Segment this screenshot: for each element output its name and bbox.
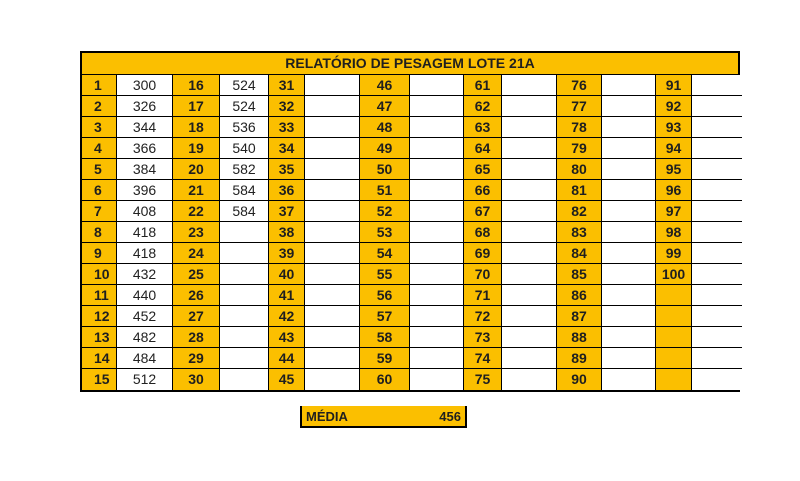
weight-value: 366 xyxy=(117,138,173,159)
item-number: 15 xyxy=(82,369,117,390)
weight-value xyxy=(602,75,656,96)
item-number: 75 xyxy=(464,369,502,390)
item-number: 25 xyxy=(173,264,220,285)
item-number: 6 xyxy=(82,180,117,201)
weight-value xyxy=(602,159,656,180)
item-number: 93 xyxy=(656,117,692,138)
item-number: 32 xyxy=(269,96,305,117)
report-title: RELATÓRIO DE PESAGEM LOTE 21A xyxy=(82,53,738,75)
item-number: 19 xyxy=(173,138,220,159)
weight-value: 408 xyxy=(117,201,173,222)
item-number: 56 xyxy=(360,285,410,306)
weight-value xyxy=(220,369,269,390)
weight-value xyxy=(410,285,464,306)
weight-value xyxy=(305,264,360,285)
item-number: 97 xyxy=(656,201,692,222)
item-number: 10 xyxy=(82,264,117,285)
item-number: 48 xyxy=(360,117,410,138)
item-number: 1 xyxy=(82,75,117,96)
item-number: 5 xyxy=(82,159,117,180)
weight-value xyxy=(220,264,269,285)
weight-value xyxy=(692,369,742,390)
weight-value xyxy=(220,306,269,327)
item-number xyxy=(656,285,692,306)
weight-value xyxy=(602,201,656,222)
item-number: 23 xyxy=(173,222,220,243)
item-number: 71 xyxy=(464,285,502,306)
item-number: 89 xyxy=(557,348,602,369)
weight-value xyxy=(410,159,464,180)
weight-value: 524 xyxy=(220,75,269,96)
average-box xyxy=(300,406,467,428)
weight-value xyxy=(410,138,464,159)
weight-value xyxy=(602,96,656,117)
item-number: 59 xyxy=(360,348,410,369)
item-number: 35 xyxy=(269,159,305,180)
weight-value xyxy=(410,369,464,390)
item-number: 54 xyxy=(360,243,410,264)
item-number xyxy=(656,306,692,327)
item-number xyxy=(656,369,692,390)
weight-value xyxy=(692,348,742,369)
item-number: 30 xyxy=(173,369,220,390)
weight-value xyxy=(502,348,557,369)
item-number: 61 xyxy=(464,75,502,96)
weight-value: 452 xyxy=(117,306,173,327)
weight-value: 396 xyxy=(117,180,173,201)
weight-value xyxy=(305,75,360,96)
weight-value xyxy=(305,117,360,138)
item-number: 20 xyxy=(173,159,220,180)
item-number: 80 xyxy=(557,159,602,180)
weight-value xyxy=(602,138,656,159)
weight-value xyxy=(602,222,656,243)
weight-value xyxy=(220,327,269,348)
item-number: 79 xyxy=(557,138,602,159)
weight-value xyxy=(410,96,464,117)
item-number: 13 xyxy=(82,327,117,348)
weight-value xyxy=(502,117,557,138)
weight-value xyxy=(602,369,656,390)
weight-value xyxy=(692,264,742,285)
item-number: 77 xyxy=(557,96,602,117)
weight-value xyxy=(410,117,464,138)
weight-value xyxy=(502,222,557,243)
item-number: 94 xyxy=(656,138,692,159)
item-number: 57 xyxy=(360,306,410,327)
weight-value xyxy=(410,264,464,285)
item-number: 31 xyxy=(269,75,305,96)
item-number: 18 xyxy=(173,117,220,138)
weight-value: 536 xyxy=(220,117,269,138)
weight-value xyxy=(220,348,269,369)
item-number: 45 xyxy=(269,369,305,390)
item-number: 73 xyxy=(464,327,502,348)
item-number: 88 xyxy=(557,327,602,348)
weight-value xyxy=(305,138,360,159)
item-number: 49 xyxy=(360,138,410,159)
weight-value xyxy=(305,96,360,117)
item-number: 69 xyxy=(464,243,502,264)
weights-grid xyxy=(82,75,738,390)
item-number: 16 xyxy=(173,75,220,96)
weight-value: 512 xyxy=(117,369,173,390)
weight-value xyxy=(692,75,742,96)
item-number: 43 xyxy=(269,327,305,348)
weight-value xyxy=(502,285,557,306)
weight-value: 344 xyxy=(117,117,173,138)
weight-value xyxy=(410,306,464,327)
item-number: 44 xyxy=(269,348,305,369)
item-number: 98 xyxy=(656,222,692,243)
weight-value xyxy=(692,159,742,180)
item-number: 55 xyxy=(360,264,410,285)
weight-value: 584 xyxy=(220,180,269,201)
item-number: 52 xyxy=(360,201,410,222)
weight-value xyxy=(692,96,742,117)
item-number: 51 xyxy=(360,180,410,201)
weight-value xyxy=(305,327,360,348)
weight-value xyxy=(692,243,742,264)
weight-value xyxy=(502,327,557,348)
weight-value xyxy=(692,222,742,243)
item-number: 47 xyxy=(360,96,410,117)
average-value: 456 xyxy=(439,408,461,424)
item-number: 12 xyxy=(82,306,117,327)
item-number: 4 xyxy=(82,138,117,159)
item-number: 63 xyxy=(464,117,502,138)
item-number: 29 xyxy=(173,348,220,369)
item-number: 3 xyxy=(82,117,117,138)
weight-value xyxy=(220,285,269,306)
item-number: 27 xyxy=(173,306,220,327)
weight-value xyxy=(502,159,557,180)
item-number xyxy=(656,327,692,348)
item-number: 38 xyxy=(269,222,305,243)
weight-value xyxy=(602,117,656,138)
item-number: 99 xyxy=(656,243,692,264)
weight-value: 418 xyxy=(117,222,173,243)
weight-value xyxy=(410,348,464,369)
item-number: 66 xyxy=(464,180,502,201)
weight-value xyxy=(305,306,360,327)
item-number: 37 xyxy=(269,201,305,222)
weight-value xyxy=(602,180,656,201)
weight-value xyxy=(502,75,557,96)
item-number: 74 xyxy=(464,348,502,369)
weight-value: 326 xyxy=(117,96,173,117)
weight-value xyxy=(305,222,360,243)
weight-value: 582 xyxy=(220,159,269,180)
weight-value xyxy=(502,201,557,222)
weight-value: 384 xyxy=(117,159,173,180)
item-number: 53 xyxy=(360,222,410,243)
weight-value: 540 xyxy=(220,138,269,159)
weight-value xyxy=(502,138,557,159)
weight-value: 432 xyxy=(117,264,173,285)
item-number: 40 xyxy=(269,264,305,285)
weight-value xyxy=(502,369,557,390)
weight-value: 584 xyxy=(220,201,269,222)
weight-value xyxy=(410,327,464,348)
weight-value xyxy=(305,285,360,306)
weight-value xyxy=(692,285,742,306)
item-number: 85 xyxy=(557,264,602,285)
weight-value xyxy=(692,327,742,348)
item-number: 78 xyxy=(557,117,602,138)
weight-value xyxy=(305,159,360,180)
item-number: 60 xyxy=(360,369,410,390)
weight-value xyxy=(692,201,742,222)
weight-value xyxy=(602,306,656,327)
item-number: 46 xyxy=(360,75,410,96)
weight-value xyxy=(220,243,269,264)
item-number: 87 xyxy=(557,306,602,327)
item-number: 8 xyxy=(82,222,117,243)
weight-value xyxy=(602,348,656,369)
item-number: 70 xyxy=(464,264,502,285)
item-number: 84 xyxy=(557,243,602,264)
weight-value xyxy=(692,117,742,138)
item-number: 22 xyxy=(173,201,220,222)
item-number: 34 xyxy=(269,138,305,159)
average-label: MÉDIA xyxy=(306,408,348,424)
weight-value xyxy=(602,264,656,285)
item-number: 68 xyxy=(464,222,502,243)
weight-value: 484 xyxy=(117,348,173,369)
item-number: 95 xyxy=(656,159,692,180)
item-number: 91 xyxy=(656,75,692,96)
item-number: 86 xyxy=(557,285,602,306)
weight-value: 524 xyxy=(220,96,269,117)
weight-value: 482 xyxy=(117,327,173,348)
item-number: 9 xyxy=(82,243,117,264)
item-number: 28 xyxy=(173,327,220,348)
weight-value xyxy=(305,180,360,201)
weight-value xyxy=(410,75,464,96)
item-number: 83 xyxy=(557,222,602,243)
weight-value: 418 xyxy=(117,243,173,264)
item-number: 92 xyxy=(656,96,692,117)
item-number: 21 xyxy=(173,180,220,201)
item-number: 82 xyxy=(557,201,602,222)
item-number: 17 xyxy=(173,96,220,117)
item-number: 96 xyxy=(656,180,692,201)
item-number: 81 xyxy=(557,180,602,201)
weight-value xyxy=(410,180,464,201)
item-number: 72 xyxy=(464,306,502,327)
weight-value xyxy=(502,306,557,327)
item-number: 64 xyxy=(464,138,502,159)
item-number: 26 xyxy=(173,285,220,306)
item-number: 42 xyxy=(269,306,305,327)
weight-value xyxy=(602,285,656,306)
item-number: 100 xyxy=(656,264,692,285)
item-number: 76 xyxy=(557,75,602,96)
weight-value: 300 xyxy=(117,75,173,96)
weight-value xyxy=(502,180,557,201)
weight-value xyxy=(220,222,269,243)
weight-value xyxy=(410,201,464,222)
weight-value xyxy=(692,306,742,327)
item-number: 67 xyxy=(464,201,502,222)
weight-value xyxy=(502,96,557,117)
item-number: 11 xyxy=(82,285,117,306)
weighing-report-table xyxy=(80,51,740,392)
item-number: 90 xyxy=(557,369,602,390)
item-number: 33 xyxy=(269,117,305,138)
item-number: 2 xyxy=(82,96,117,117)
weight-value xyxy=(305,348,360,369)
item-number: 50 xyxy=(360,159,410,180)
item-number: 36 xyxy=(269,180,305,201)
weight-value xyxy=(692,180,742,201)
weight-value xyxy=(692,138,742,159)
item-number: 41 xyxy=(269,285,305,306)
item-number: 7 xyxy=(82,201,117,222)
weight-value xyxy=(502,264,557,285)
item-number: 65 xyxy=(464,159,502,180)
item-number: 58 xyxy=(360,327,410,348)
item-number: 14 xyxy=(82,348,117,369)
weight-value xyxy=(502,243,557,264)
weight-value xyxy=(305,201,360,222)
weight-value xyxy=(305,369,360,390)
item-number: 24 xyxy=(173,243,220,264)
weight-value: 440 xyxy=(117,285,173,306)
item-number xyxy=(656,348,692,369)
item-number: 62 xyxy=(464,96,502,117)
weight-value xyxy=(305,243,360,264)
weight-value xyxy=(410,222,464,243)
weight-value xyxy=(602,243,656,264)
weight-value xyxy=(410,243,464,264)
weight-value xyxy=(602,327,656,348)
item-number: 39 xyxy=(269,243,305,264)
